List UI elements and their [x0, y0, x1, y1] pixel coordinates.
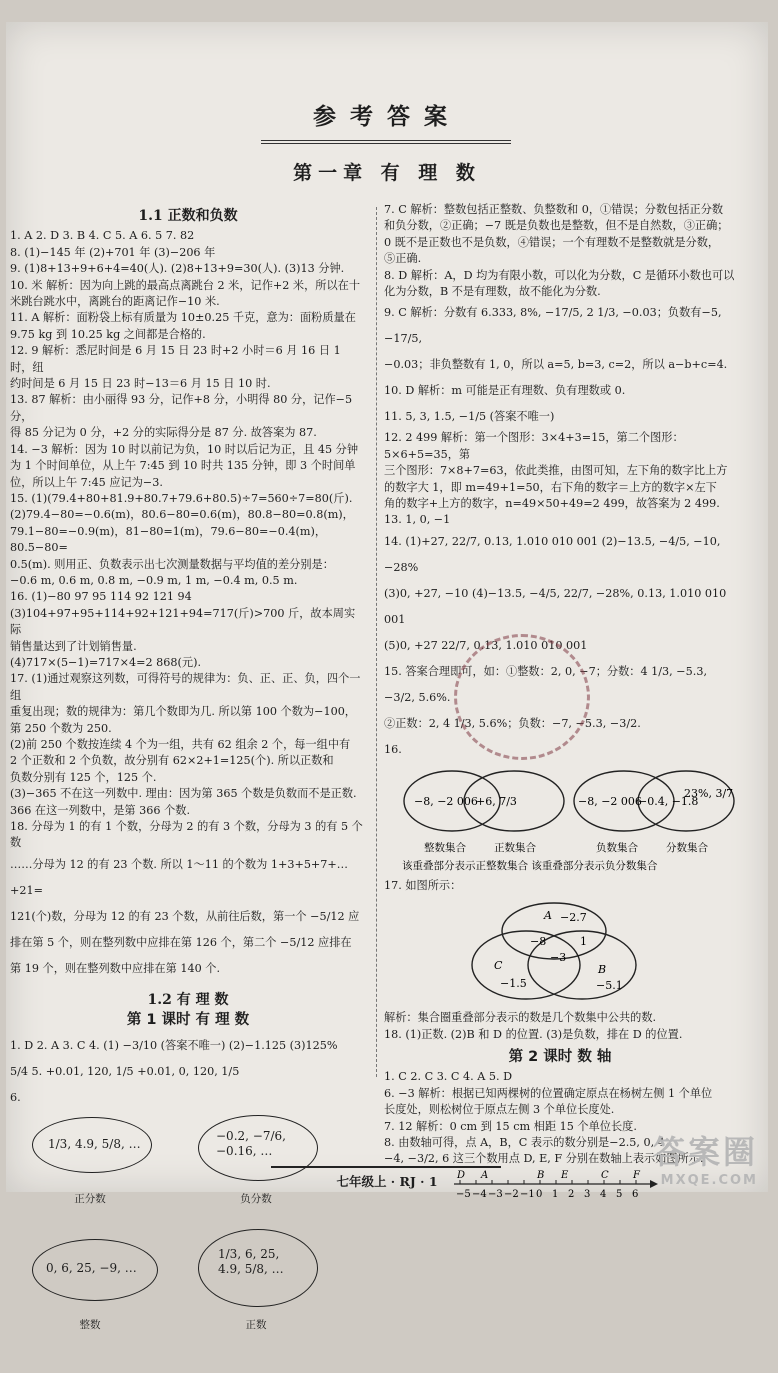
answer-line: 7. 12 解析：0 cm 到 15 cm 相距 15 个单位长度. — [384, 1119, 637, 1133]
number-line-point-label: B — [537, 1169, 545, 1181]
venn-diagram-16 — [384, 763, 736, 873]
answer-line: 化为分数，B 不是有理数，故不能化为分数. — [384, 285, 601, 299]
venn-caption: 该重叠部分表示正整数集合 该重叠部分表示负分数集合 — [402, 859, 658, 872]
answer-list — [10, 852, 366, 982]
answer-line: 121(个)数，分母为 12 的有 23 个数，从前往后数，第一个 −5/12 应 — [10, 909, 360, 923]
answer-line: 11. 5, 3, 1.5, −1/5 (答案不唯一) — [384, 410, 555, 424]
answer-line: 79.1−80=−0.9(m)，81−80=1(m)，79.6−80=−0.4(m)，80.5−80= — [10, 524, 327, 555]
answer-line: ⑤正确. — [384, 252, 422, 266]
answer-line: 14. −3 解析：因为 10 时以前记为负，10 时以后记为正，且 45 分钟 — [10, 442, 359, 456]
page-footer: 七年级上 · RJ · 1 — [336, 1174, 438, 1189]
set-label: 正数 — [245, 1318, 267, 1331]
answer-list — [384, 202, 736, 300]
library-stamp — [454, 634, 590, 760]
answer-line: 16. — [384, 742, 402, 756]
answer-line: 15. 答案合理即可，如：①整数：2, 0, −7；分数：4 1/3, −5.3, −3/2, 5.6%. — [384, 664, 708, 704]
answer-line: 10. 米 解析：因为向上跳的最高点离跳台 2 米，记作+2 米，所以在十 — [10, 278, 361, 292]
positive-set-label: 正数集合 — [494, 841, 536, 854]
answer-page — [6, 22, 768, 1331]
answer-line: 1. D 2. A 3. C 4. (1) −3/10 (答案不唯一) (2)−1.125 (3)125% — [10, 1038, 338, 1052]
set-members: 1/3, 6, 25, 4.9, 5/8, … — [218, 1246, 284, 1276]
answer-list — [384, 300, 736, 430]
number-line-tick-label: 4 — [600, 1188, 607, 1200]
answer-line: 14. (1)+27, 22/7, 0.13, 1.010 010 001 (2)−13.5, −4/5, −10, −28% — [384, 534, 721, 574]
answer-line: (3)0, +27, −10 (4)−13.5, −4/5, 22/7, −28%, 0.13, 1.010 010 001 — [384, 586, 727, 626]
overlap-member: −8 — [530, 934, 547, 948]
answer-line: 角的数字+上方的数字，n=49×50+49=2 499，故答案为 2 499. — [384, 497, 720, 511]
number-line-tick-label: −1 — [520, 1188, 535, 1200]
number-line-tick-label: 3 — [584, 1188, 591, 1200]
answer-line: (3)104+97+95+114+92+121+94=717(斤)>700 斤，故本周实际 — [10, 606, 356, 637]
answer-line: ②正数：2, 4 1/3, 5.6%；负数：−7, −5.3, −3/2. — [384, 716, 641, 730]
answer-line: 16. (1)−80 97 95 114 92 121 94 — [10, 590, 192, 604]
venn-diagram-6 — [10, 1111, 366, 1373]
answer-line: 13. 87 解析：由小丽得 93 分，记作+8 分，小明得 80 分，记作−5 分， — [10, 393, 353, 423]
answer-line: 366 在这一列数中，是第 366 个数. — [10, 803, 190, 817]
answer-line: 15. (1)(79.4+80+81.9+80.7+79.6+80.5)÷7=560÷7=80(斤). — [10, 491, 353, 505]
answer-line: 13. 1, 0, −1 — [384, 513, 451, 527]
answer-line: −4, −3/2, 6 这三个数用点 D, E, F 分别在数轴上表示如图所示. — [384, 1152, 704, 1166]
venn-diagram-17 — [384, 895, 736, 1005]
set-members: 1/3, 4.9, 5/8, … — [48, 1136, 141, 1151]
answer-line: (2)79.4−80=−0.6(m)，80.6−80=0.6(m)，80.8−80=0.8(m)， — [10, 508, 354, 522]
answer-line: (3)−365 不在这一列数中. 理由：因为第 365 个数是负数而不是正数. — [10, 787, 357, 801]
answer-line: 9. (1)8+13+9+6+4=40(人). (2)8+13+9=30(人). (3)13 分钟. — [10, 262, 345, 276]
answer-line: 6. — [10, 1090, 21, 1104]
positive-overlap-members: +6, 7/3 — [476, 794, 517, 808]
answer-line: 9.75 kg 到 10.25 kg 之间都是合格的. — [10, 327, 206, 341]
chapter-title: 第一章 有 理 数 — [293, 162, 481, 184]
negative-set-label: 负数集合 — [596, 841, 638, 854]
number-line-tick-label: −5 — [456, 1188, 471, 1200]
answer-line: 8. (1)−145 年 (2)+701 年 (3)−206 年 — [10, 245, 216, 259]
answer-line: 第 19 个，则在整列数中应排在第 140 个. — [10, 961, 220, 975]
answer-line: 17. (1)通过观察这列数，可得符号的规律为：负、正、正、负，四个一组 — [10, 672, 361, 702]
number-line-tick-label: −4 — [472, 1188, 487, 1200]
answer-line: 排在第 5 个，则在整列数中应排在第 126 个，第二个 −5/12 应排在 — [10, 935, 352, 949]
answer-line: 第 250 个数为 250. — [10, 721, 112, 735]
lesson-title: 第 1 课时 有 理 数 — [126, 1012, 250, 1029]
answer-line: 位，所以上午 7:45 应记为−3. — [10, 475, 163, 489]
lesson-title: 第 2 课时 数 轴 — [508, 1048, 612, 1065]
answer-line: 7. C 解析：整数包括正整数、负整数和 0，①错误；分数包括正分数 — [384, 203, 724, 216]
number-line-tick-label: 1 — [552, 1188, 559, 1200]
number-line-point-label: C — [601, 1169, 609, 1181]
section-title: 1.2 有 理 数 — [147, 991, 229, 1008]
answer-line: (5)0, +27 22/7, 0.13, 1.010 010 001 — [384, 638, 588, 652]
set-label: 正分数 — [74, 1192, 106, 1205]
answer-line: 12. 2 499 解析：第一个图形：3×4+3=15，第二个图形：5×6+5=35，第 — [384, 431, 684, 461]
set-b-label: B — [598, 962, 607, 976]
set-b-member: −5.1 — [596, 978, 623, 992]
answer-line: 和负分数，②正确；−7 既是负数也是整数，但不是自然数，③正确； — [384, 219, 729, 233]
number-line-point-label: A — [481, 1169, 489, 1181]
answer-line: 为 1 个时间单位，从上午 7:45 到 10 时共 135 分钟，即 3 个时间单 — [10, 459, 356, 473]
answer-line: 的数字大 1，即 m=49+1=50，右下角的数字＝上方的数字×左下 — [384, 480, 717, 494]
set-a-label: A — [544, 908, 552, 922]
answer-line: 8. 由数轴可得，点 A，B，C 表示的数分别是−2.5, 0, 4. — [384, 1135, 669, 1149]
answer-line: 11. A 解析：面粉袋上标有质量为 10±0.25 千克，意为：面粉质量在 — [10, 311, 356, 325]
negative-fraction-members: −0.4, −1.8 — [638, 794, 699, 808]
answer-line: ……分母为 12 的有 23 个数. 所以 1～11 的个数为 1+3+5+7+…+21= — [10, 857, 348, 897]
answer-line: 约时间是 6 月 15 日 23 时−13＝6 月 15 日 10 时. — [10, 377, 271, 391]
section-title: 1.1 正数和负数 — [138, 208, 238, 224]
answer-list — [10, 228, 366, 851]
fraction-only-members: 23%, 3/7 — [684, 786, 734, 800]
number-line-tick-label: 2 — [568, 1188, 575, 1200]
footer-rule — [271, 1166, 501, 1168]
answer-list — [10, 1033, 366, 1111]
title-rule — [261, 140, 511, 141]
set-members: 0, 6, 25, −9, … — [46, 1260, 137, 1275]
center-member: −3 — [550, 950, 567, 964]
answer-line: 17. 如图所示： — [384, 879, 462, 893]
answer-line: (4)717×(5−1)=717×4=2 868(元). — [10, 655, 202, 669]
fraction-set-label: 分数集合 — [666, 841, 708, 854]
set-members: −0.2, −7/6, −0.16, … — [216, 1128, 286, 1158]
set-c-label: C — [494, 958, 503, 972]
answer-list — [384, 1010, 736, 1043]
answer-line: 5/4 5. +0.01, 120, 1/5 +0.01, 0, 120, 1/5 — [10, 1064, 240, 1078]
page-title: 参考答案 — [313, 103, 461, 130]
answer-line: 1. A 2. D 3. B 4. C 5. A 6. 5 7. 82 — [10, 229, 195, 243]
answer-line: 长度处，则松树位于原点左侧 3 个单位长度处. — [384, 1103, 615, 1117]
answer-line: (2)前 250 个数按连续 4 个为一组，共有 62 组余 2 个，每一组中有 — [10, 738, 351, 751]
number-line-tick-label: 6 — [632, 1188, 639, 1200]
answer-line: 解析：集合圈重叠部分表示的数是几个数集中公共的数. — [384, 1011, 657, 1025]
answer-line: 18. (1)正数. (2)B 和 D 的位置. (3)是负数，排在 D 的位置. — [384, 1027, 683, 1041]
number-line-tick-label: 0 — [536, 1188, 543, 1200]
answer-line: 18. 分母为 1 的有 1 个数，分母为 2 的有 3 个数，分母为 3 的有 5 个数 — [10, 820, 363, 850]
title-rule — [261, 143, 511, 144]
answer-line: 负数分别有 125 个，125 个. — [10, 770, 157, 784]
answer-line: 8. D 解析：A，D 均为有限小数，可以化为分数，C 是循环小数也可以 — [384, 268, 735, 282]
answer-line: 米跳台跳水中，离跳台的距离记作−10 米. — [10, 295, 220, 309]
number-line-tick-label: −3 — [488, 1188, 503, 1200]
answer-line: 1. C 2. C 3. C 4. A 5. D — [384, 1070, 513, 1084]
answer-line: 0.5(m). 则用正、负数表示出七次测量数据与平均值的差分别是： — [10, 557, 334, 571]
column-divider — [376, 207, 377, 1077]
number-line-point-label: E — [561, 1169, 569, 1181]
answer-line: 10. D 解析：m 可能是正有理数、负有理数或 0. — [384, 384, 626, 398]
set-label: 负分数 — [240, 1192, 272, 1205]
negative-only-members: −8, −2 006 — [578, 794, 642, 808]
answer-list — [384, 430, 736, 528]
number-line-point-label: F — [633, 1169, 640, 1181]
answer-line: 重复出现；数的规律为：第几个数即为几. 所以第 100 个数为−100， — [10, 705, 356, 719]
set-c-member: −1.5 — [500, 976, 527, 990]
answer-line: 2 个正数和 2 个负数，故分别有 62×2+1=125(个). 所以正数和 — [10, 754, 334, 768]
watermark-url: MXQE.COM — [660, 1173, 758, 1188]
set-a-member: −2.7 — [560, 910, 587, 924]
integer-set-label: 整数集合 — [424, 841, 466, 854]
number-line-tick-label: −2 — [504, 1188, 519, 1200]
integer-only-members: −8, −2 006 — [414, 794, 478, 808]
answer-line: −0.6 m, 0.6 m, 0.8 m, −0.9 m, 1 m, −0.4 m, 0.5 m. — [10, 573, 298, 587]
answer-line: 0 既不是正数也不是负数，④错误；一个有理数不是整数就是分数， — [384, 235, 720, 249]
answer-line: 12. 9 解析：悉尼时间是 6 月 15 日 23 时+2 小时＝6 月 16 日 1 时，纽 — [10, 344, 341, 374]
answer-line: 9. C 解析：分数有 6.333, 8%, −17/5, 2 1/3, −0.03；负数有−5, −17/5, — [384, 306, 722, 346]
overlap-member: 1 — [580, 934, 587, 948]
answer-line: −0.03；非负整数有 1, 0，所以 a=5, b=3, c=2，所以 a−b+c=4. — [384, 358, 728, 372]
watermark-text: 答案圈 — [652, 1133, 758, 1171]
number-line-point-label: D — [457, 1169, 466, 1181]
answer-line: 销售量达到了计划销售量. — [10, 639, 137, 653]
number-line-tick-label: 5 — [616, 1188, 623, 1200]
set-label: 整数 — [79, 1318, 101, 1331]
answer-line: 三个图形：7×8+7=63，依此类推，由图可知，左下角的数字比上方 — [384, 464, 728, 478]
watermark-logo — [653, 1127, 758, 1188]
answer-line: 得 85 分记为 0 分，+2 分的实际得分是 87 分. 故答案为 87. — [10, 426, 317, 440]
answer-line: 6. −3 解析：根据已知两棵树的位置确定原点在杨树左侧 1 个单位 — [384, 1086, 713, 1100]
left-column — [10, 206, 366, 1373]
